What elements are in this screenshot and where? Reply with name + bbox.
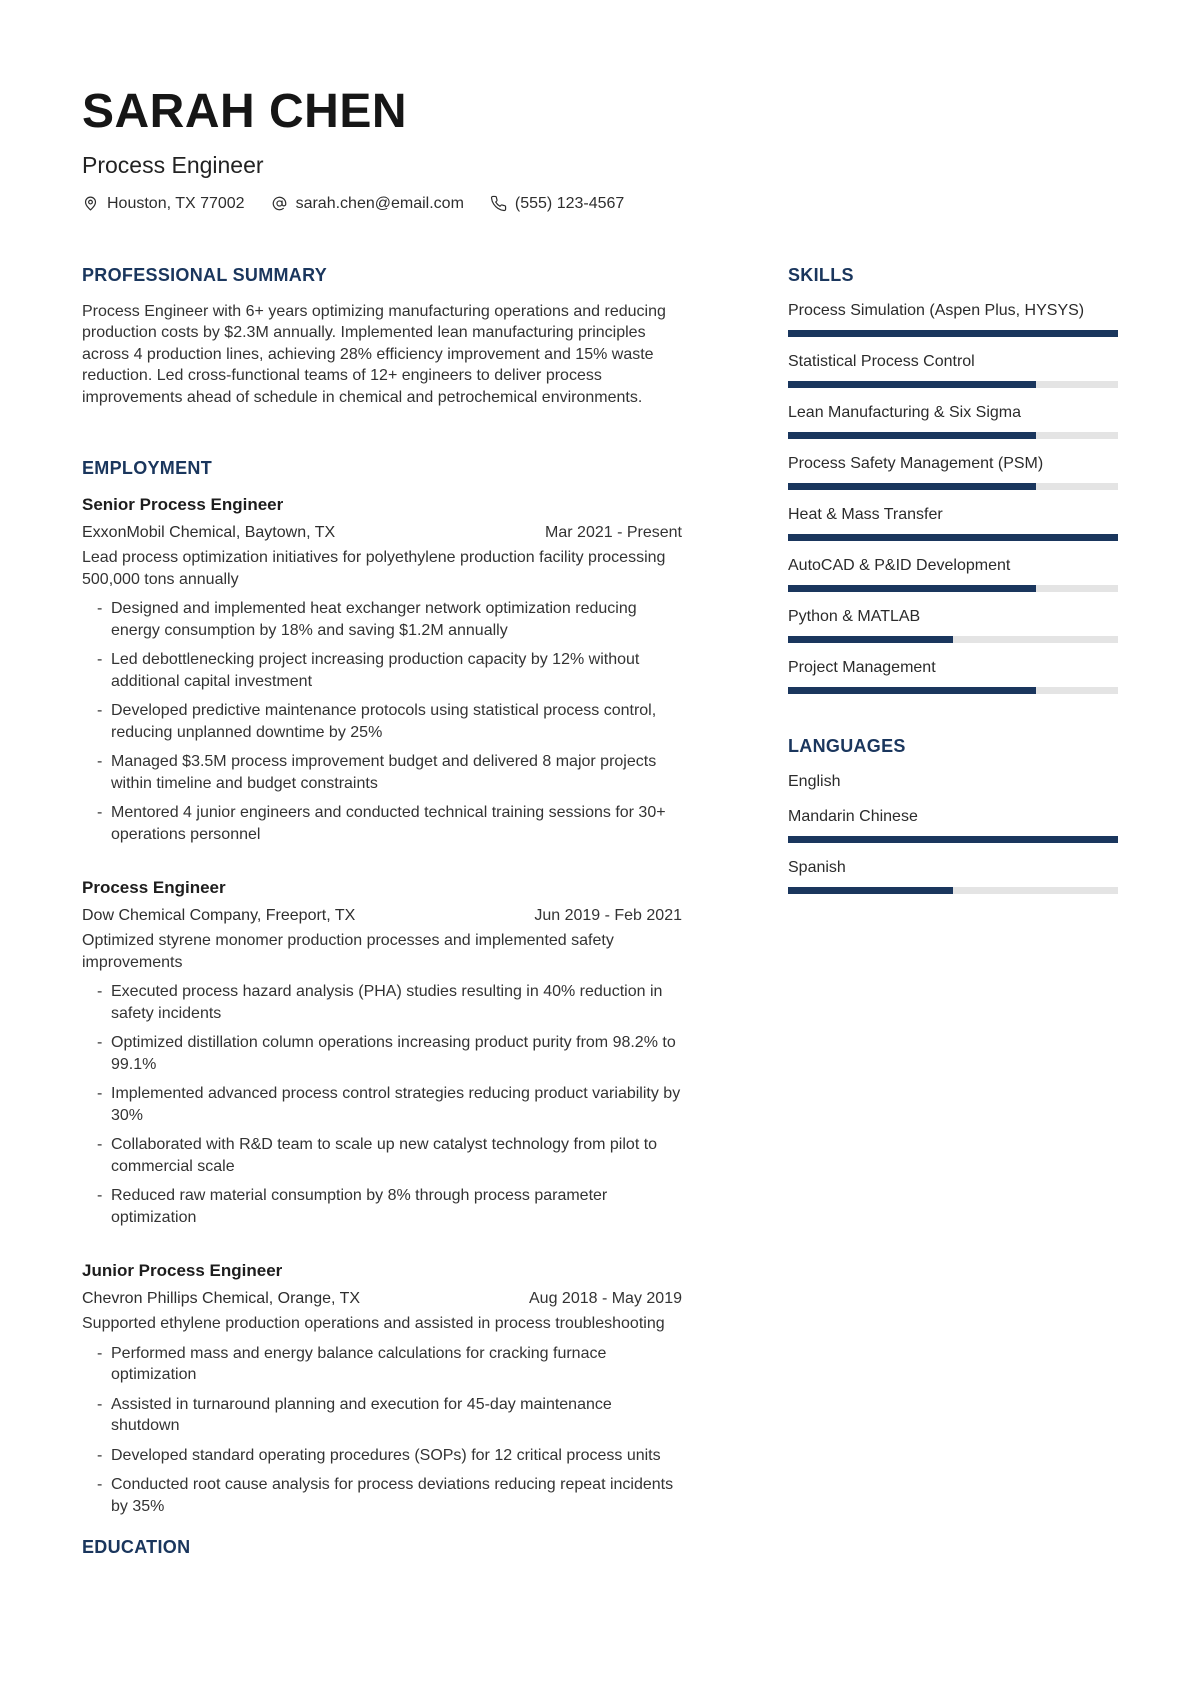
contact-email xyxy=(271,195,464,213)
skill-bar-track xyxy=(788,636,1118,643)
bullet-text: Reduced raw material consumption by 8% through process parameter optimization xyxy=(111,1187,608,1226)
bullet-dash: - xyxy=(97,1446,103,1464)
right-column xyxy=(788,265,1118,1574)
skill-bar-track xyxy=(788,330,1118,337)
skill-item xyxy=(788,505,1118,541)
contact-row xyxy=(82,195,1118,213)
skills-list xyxy=(788,301,1118,694)
employment-heading: EMPLOYMENT xyxy=(82,458,213,479)
job-company: Dow Chemical Company, Freeport, TX xyxy=(82,906,356,924)
skill-label: Process Simulation (Aspen Plus, HYSYS) xyxy=(788,301,1085,319)
professional-summary-text: Process Engineer with 6+ years optimizing manufacturing operations and reducing production costs by $2.3M annually. Implemented lean manufacturing principles across 4 production lines, achieving 28% efficiency improvement and 15% waste reduction. Led cross-functional teams of 12+ engineers to deliver process improvements ahead of schedule in chemical and petrochemical environments. xyxy=(82,302,666,406)
job-meta-row xyxy=(82,1288,682,1310)
skill-bar-track xyxy=(788,534,1118,541)
bullet-item xyxy=(82,751,682,794)
skill-item xyxy=(788,454,1118,490)
bullet-text: Mentored 4 junior engineers and conducted technical training sessions for 30+ operations personnel xyxy=(111,804,666,843)
bullet-dash: - xyxy=(97,1344,103,1362)
bullet-item xyxy=(82,802,682,845)
bullet-dash: - xyxy=(97,600,103,618)
skill-bar-track xyxy=(788,483,1118,490)
skills-heading: SKILLS xyxy=(788,264,854,285)
job-bullets xyxy=(82,598,682,845)
location-pin-icon xyxy=(82,195,99,212)
bullet-dash: - xyxy=(97,1476,103,1494)
education-section xyxy=(82,1537,682,1557)
skill-bar-fill xyxy=(788,483,1036,490)
skill-bar-track xyxy=(788,381,1118,388)
languages-list xyxy=(788,772,1118,894)
language-bar-track xyxy=(788,887,1118,894)
bullet-text: Implemented advanced process control strategies reducing product variability by 30% xyxy=(111,1085,681,1124)
bullet-dash: - xyxy=(97,1034,103,1052)
bullet-item xyxy=(82,1083,682,1126)
bullet-item xyxy=(82,1185,682,1228)
resume-body xyxy=(82,265,1118,1574)
bullet-text: Developed standard operating procedures (SOPs) for 12 critical process units xyxy=(111,1446,661,1464)
bullet-text: Optimized distillation column operations increasing product purity from 98.2% to 99.1% xyxy=(111,1034,676,1073)
language-bar-fill xyxy=(788,887,953,894)
job-bullets xyxy=(82,1343,682,1518)
bullet-dash: - xyxy=(97,804,103,822)
contact-email-text: sarah.chen@email.com xyxy=(295,194,464,212)
bullet-text: Assisted in turnaround planning and execution for 45-day maintenance shutdown xyxy=(111,1395,612,1435)
bullet-item xyxy=(82,1032,682,1075)
candidate-name: SARAH CHEN xyxy=(82,85,408,138)
skill-bar-fill xyxy=(788,585,1036,592)
bullet-item xyxy=(82,1394,682,1437)
job-title: Junior Process Engineer xyxy=(82,1261,283,1281)
skill-label: Project Management xyxy=(788,658,936,676)
language-item xyxy=(788,858,1118,894)
bullet-text: Led debottlenecking project increasing production capacity by 12% without additional capital investment xyxy=(111,651,640,690)
job-meta-row xyxy=(82,522,682,544)
languages-heading: LANGUAGES xyxy=(788,735,906,756)
job-meta-row xyxy=(82,905,682,927)
bullet-dash: - xyxy=(97,1395,103,1413)
phone-icon xyxy=(490,195,507,212)
job-dates: Mar 2021 - Present xyxy=(545,523,682,541)
language-item xyxy=(788,772,1118,792)
skill-bar-fill xyxy=(788,534,1118,541)
professional-summary-section xyxy=(82,265,682,409)
language-bar-track xyxy=(788,836,1118,843)
bullet-item xyxy=(82,649,682,692)
skill-label: Lean Manufacturing & Six Sigma xyxy=(788,403,1022,421)
skill-item xyxy=(788,607,1118,643)
skills-section xyxy=(788,265,1118,694)
skill-label: Python & MATLAB xyxy=(788,607,921,625)
job-entry xyxy=(82,494,682,845)
bullet-item xyxy=(82,981,682,1024)
job-description: Optimized styrene monomer production processes and implemented safety improvements xyxy=(82,932,614,971)
job-entry xyxy=(82,1260,682,1517)
skill-bar-track xyxy=(788,432,1118,439)
language-label: Spanish xyxy=(788,858,846,876)
employment-section xyxy=(82,458,682,1517)
skill-label: Statistical Process Control xyxy=(788,352,975,370)
bullet-dash: - xyxy=(97,1187,103,1205)
bullet-dash: - xyxy=(97,651,103,669)
jobs-list xyxy=(82,494,682,1517)
bullet-text: Designed and implemented heat exchanger network optimization reducing energy consumption by 18% and saving $1.2M annually xyxy=(111,600,637,639)
skill-bar-fill xyxy=(788,330,1118,337)
bullet-text: Conducted root cause analysis for process deviations reducing repeat incidents by 35% xyxy=(111,1476,674,1515)
skill-label: Process Safety Management (PSM) xyxy=(788,454,1044,472)
skill-bar-fill xyxy=(788,381,1036,388)
job-bullets xyxy=(82,981,682,1228)
professional-summary-heading: PROFESSIONAL SUMMARY xyxy=(82,264,328,285)
skill-item xyxy=(788,658,1118,694)
skill-item xyxy=(788,556,1118,592)
job-title: Process Engineer xyxy=(82,878,226,898)
candidate-title: Process Engineer xyxy=(82,152,264,178)
skill-bar-track xyxy=(788,585,1118,592)
skill-bar-fill xyxy=(788,687,1036,694)
job-company: ExxonMobil Chemical, Baytown, TX xyxy=(82,523,336,541)
at-sign-icon xyxy=(271,195,288,212)
bullet-dash: - xyxy=(97,753,103,771)
job-description: Supported ethylene production operations and assisted in process troubleshooting xyxy=(82,1315,665,1333)
bullet-item xyxy=(82,1445,682,1467)
languages-section xyxy=(788,736,1118,894)
resume-header xyxy=(82,85,1118,213)
language-bar-fill xyxy=(788,836,1118,843)
bullet-item xyxy=(82,1343,682,1386)
skill-label: AutoCAD & P&ID Development xyxy=(788,556,1011,574)
bullet-text: Developed predictive maintenance protocols using statistical process control, reducing unplanned downtime by 25% xyxy=(111,702,657,741)
contact-location-text: Houston, TX 77002 xyxy=(107,194,245,212)
bullet-item xyxy=(82,1134,682,1177)
language-label: English xyxy=(788,772,841,790)
education-heading: EDUCATION xyxy=(82,1537,191,1558)
skill-bar-fill xyxy=(788,636,953,643)
bullet-dash: - xyxy=(97,1085,103,1103)
contact-location xyxy=(82,195,245,213)
bullet-text: Executed process hazard analysis (PHA) studies resulting in 40% reduction in safety incidents xyxy=(111,983,663,1022)
job-description: Lead process optimization initiatives for polyethylene production facility processing 500,000 tons annually xyxy=(82,549,666,588)
bullet-item xyxy=(82,598,682,641)
job-dates: Jun 2019 - Feb 2021 xyxy=(534,906,682,924)
language-item xyxy=(788,807,1118,843)
job-title: Senior Process Engineer xyxy=(82,495,284,515)
language-label: Mandarin Chinese xyxy=(788,807,918,825)
skill-item xyxy=(788,301,1118,337)
skill-label: Heat & Mass Transfer xyxy=(788,505,943,523)
left-column xyxy=(82,265,682,1574)
bullet-item xyxy=(82,700,682,743)
job-entry xyxy=(82,877,682,1228)
bullet-dash: - xyxy=(97,702,103,720)
bullet-item xyxy=(82,1474,682,1517)
contact-phone-text: (555) 123-4567 xyxy=(514,194,625,212)
job-dates: Aug 2018 - May 2019 xyxy=(529,1289,682,1307)
bullet-text: Collaborated with R&D team to scale up new catalyst technology from pilot to commercial scale xyxy=(111,1136,658,1175)
bullet-text: Performed mass and energy balance calculations for cracking furnace optimization xyxy=(111,1344,607,1384)
skill-bar-fill xyxy=(788,432,1036,439)
contact-phone xyxy=(490,195,624,213)
bullet-dash: - xyxy=(97,1136,103,1154)
skill-bar-track xyxy=(788,687,1118,694)
skill-item xyxy=(788,403,1118,439)
bullet-dash: - xyxy=(97,983,103,1001)
skill-item xyxy=(788,352,1118,388)
job-company: Chevron Phillips Chemical, Orange, TX xyxy=(82,1289,361,1307)
bullet-text: Managed $3.5M process improvement budget and delivered 8 major projects within timeline and budget constraints xyxy=(111,753,657,792)
